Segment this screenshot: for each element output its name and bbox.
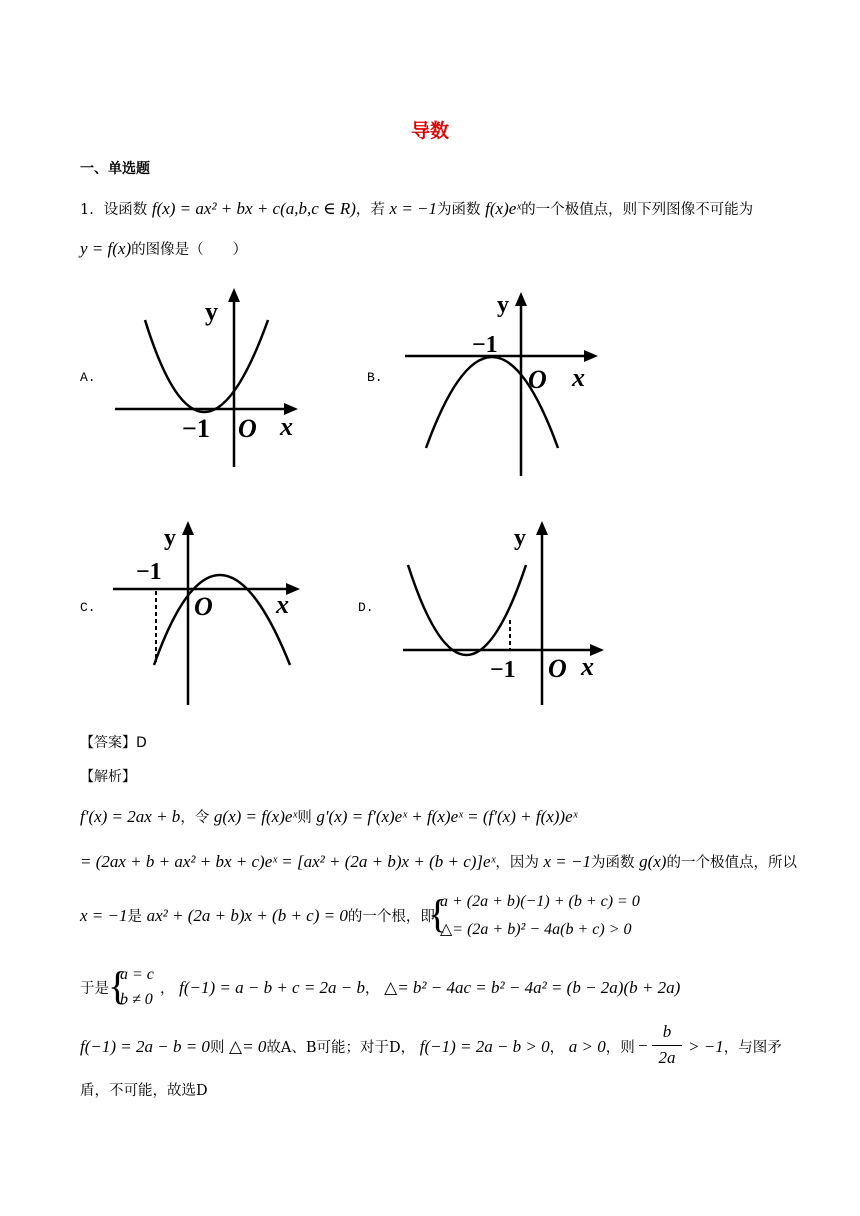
origin-label: O: [194, 592, 213, 621]
y-axis-label: y: [514, 525, 526, 551]
fraction-numerator: b: [662, 1022, 672, 1041]
fraction-bar: [652, 1045, 682, 1046]
minus-one-label: −1: [472, 332, 498, 358]
option-b-label: B.: [367, 370, 383, 385]
system-eq-2: b ≠ 0: [120, 991, 153, 1008]
system-eq-2: △= (2a + b)² − 4a(b + c) > 0: [440, 921, 632, 938]
analysis-text: 则: [209, 1040, 225, 1056]
analysis-text: 的一个极值点，所以: [666, 855, 797, 871]
analysis-label: 【解析】: [80, 769, 136, 785]
y-axis-label: y: [205, 297, 218, 326]
origin-label: O: [238, 414, 257, 443]
formula: △= 0: [229, 1037, 267, 1056]
formula: f(−1) = a − b + c = 2a − b: [179, 978, 366, 997]
page-title: 导数: [410, 120, 449, 142]
curve: [408, 565, 526, 655]
analysis-line-1: [80, 806, 577, 827]
analysis-line-5: [80, 1036, 635, 1057]
section-heading: 一、单选题: [80, 161, 150, 177]
formula-x: x = −1: [389, 199, 438, 218]
formula: △= b² − 4ac = b² − 4a² = (b − 2a)(b + 2a): [384, 978, 681, 997]
analysis-text: ，与图矛: [723, 1040, 782, 1056]
fraction-denominator: 2a: [658, 1048, 676, 1067]
formula: = (2ax + b + ax² + bx + c)eˣ = [ax² + (2a + b)x + (b + c)]eˣ: [80, 852, 496, 871]
graph-b: [400, 288, 610, 478]
graph-c: [108, 515, 318, 710]
question-text: 的一个极值点，则下列图像不可能为: [521, 202, 754, 218]
analysis-text: ，令: [180, 810, 210, 826]
formula: g(x): [639, 852, 667, 871]
question-text: 的图像是（ ）: [131, 242, 248, 258]
formula-f: f(x) = ax² + bx + c(a,b,c ∈ R): [151, 199, 356, 218]
analysis-line-2: [80, 851, 797, 872]
system-brace: {: [428, 891, 448, 936]
x-axis-label: x: [276, 590, 289, 619]
formula: g(x) = f(x)eˣ: [213, 807, 298, 826]
answer-label: 【答案】D: [80, 735, 147, 751]
formula: f(−1) = 2a − b > 0: [419, 1037, 550, 1056]
question-number: 1．: [80, 202, 104, 218]
question-line-1: [80, 198, 753, 219]
minus-one-label: −1: [182, 414, 210, 443]
x-axis-label: x: [280, 412, 293, 441]
system-eq-1: a = c: [120, 966, 154, 983]
analysis-text: 的一个根，即: [347, 909, 435, 925]
minus-one-label: −1: [490, 657, 516, 683]
formula-y: y = f(x): [80, 239, 132, 258]
analysis-text: ，: [160, 981, 175, 997]
analysis-text: ，则: [605, 1040, 635, 1056]
x-axis-label: x: [581, 652, 594, 681]
y-axis-label: y: [164, 525, 176, 551]
question-text: 为函数: [437, 202, 481, 218]
minus-one-label: −1: [136, 559, 162, 585]
fraction-sign: −: [637, 1036, 649, 1055]
formula: a > 0: [568, 1037, 606, 1056]
analysis-text: 于是: [80, 981, 109, 997]
option-c-label: C.: [80, 600, 96, 615]
question-text: ，若: [355, 202, 385, 218]
analysis-text: ，因为: [495, 855, 539, 871]
analysis-line-4-start: [80, 977, 109, 998]
analysis-text: ，: [365, 981, 380, 997]
analysis-text: ，: [549, 1040, 565, 1056]
x-axis-label: x: [572, 363, 585, 392]
analysis-line-5-end: [688, 1036, 782, 1057]
formula: ax² + (2a + b)x + (b + c) = 0: [146, 906, 348, 925]
y-axis-label: y: [497, 292, 509, 318]
analysis-text: 是: [127, 909, 142, 925]
graph-d: [398, 515, 613, 710]
formula-fe: f(x)eˣ: [485, 199, 522, 218]
option-d-label: D.: [358, 600, 374, 615]
analysis-text: 为函数: [590, 855, 635, 871]
analysis-text: 则: [297, 810, 312, 826]
system-eq-1: a + (2a + b)(−1) + (b + c) = 0: [440, 893, 640, 910]
analysis-line-6: 盾，不可能，故选D: [80, 1083, 208, 1099]
option-a-label: A.: [80, 370, 96, 385]
formula: x = −1: [80, 906, 128, 925]
formula: f(−1) = 2a − b = 0: [80, 1037, 210, 1056]
analysis-line-4: [160, 977, 680, 998]
system-brace: {: [108, 963, 128, 1008]
formula: f′(x) = 2ax + b: [80, 807, 181, 826]
formula: x = −1: [543, 852, 591, 871]
question-text: 设函数: [103, 202, 148, 218]
origin-label: O: [528, 365, 547, 394]
curve: [145, 320, 268, 412]
origin-label: O: [548, 654, 567, 683]
graph-a: [110, 282, 310, 472]
question-line-2: [80, 238, 247, 259]
analysis-text: 故A、B可能；对于D，: [266, 1040, 416, 1056]
formula: g′(x) = f′(x)eˣ + f(x)eˣ = (f′(x) + f(x))eˣ: [316, 807, 578, 826]
formula: > −1: [688, 1037, 724, 1056]
analysis-line-3: [80, 905, 435, 926]
